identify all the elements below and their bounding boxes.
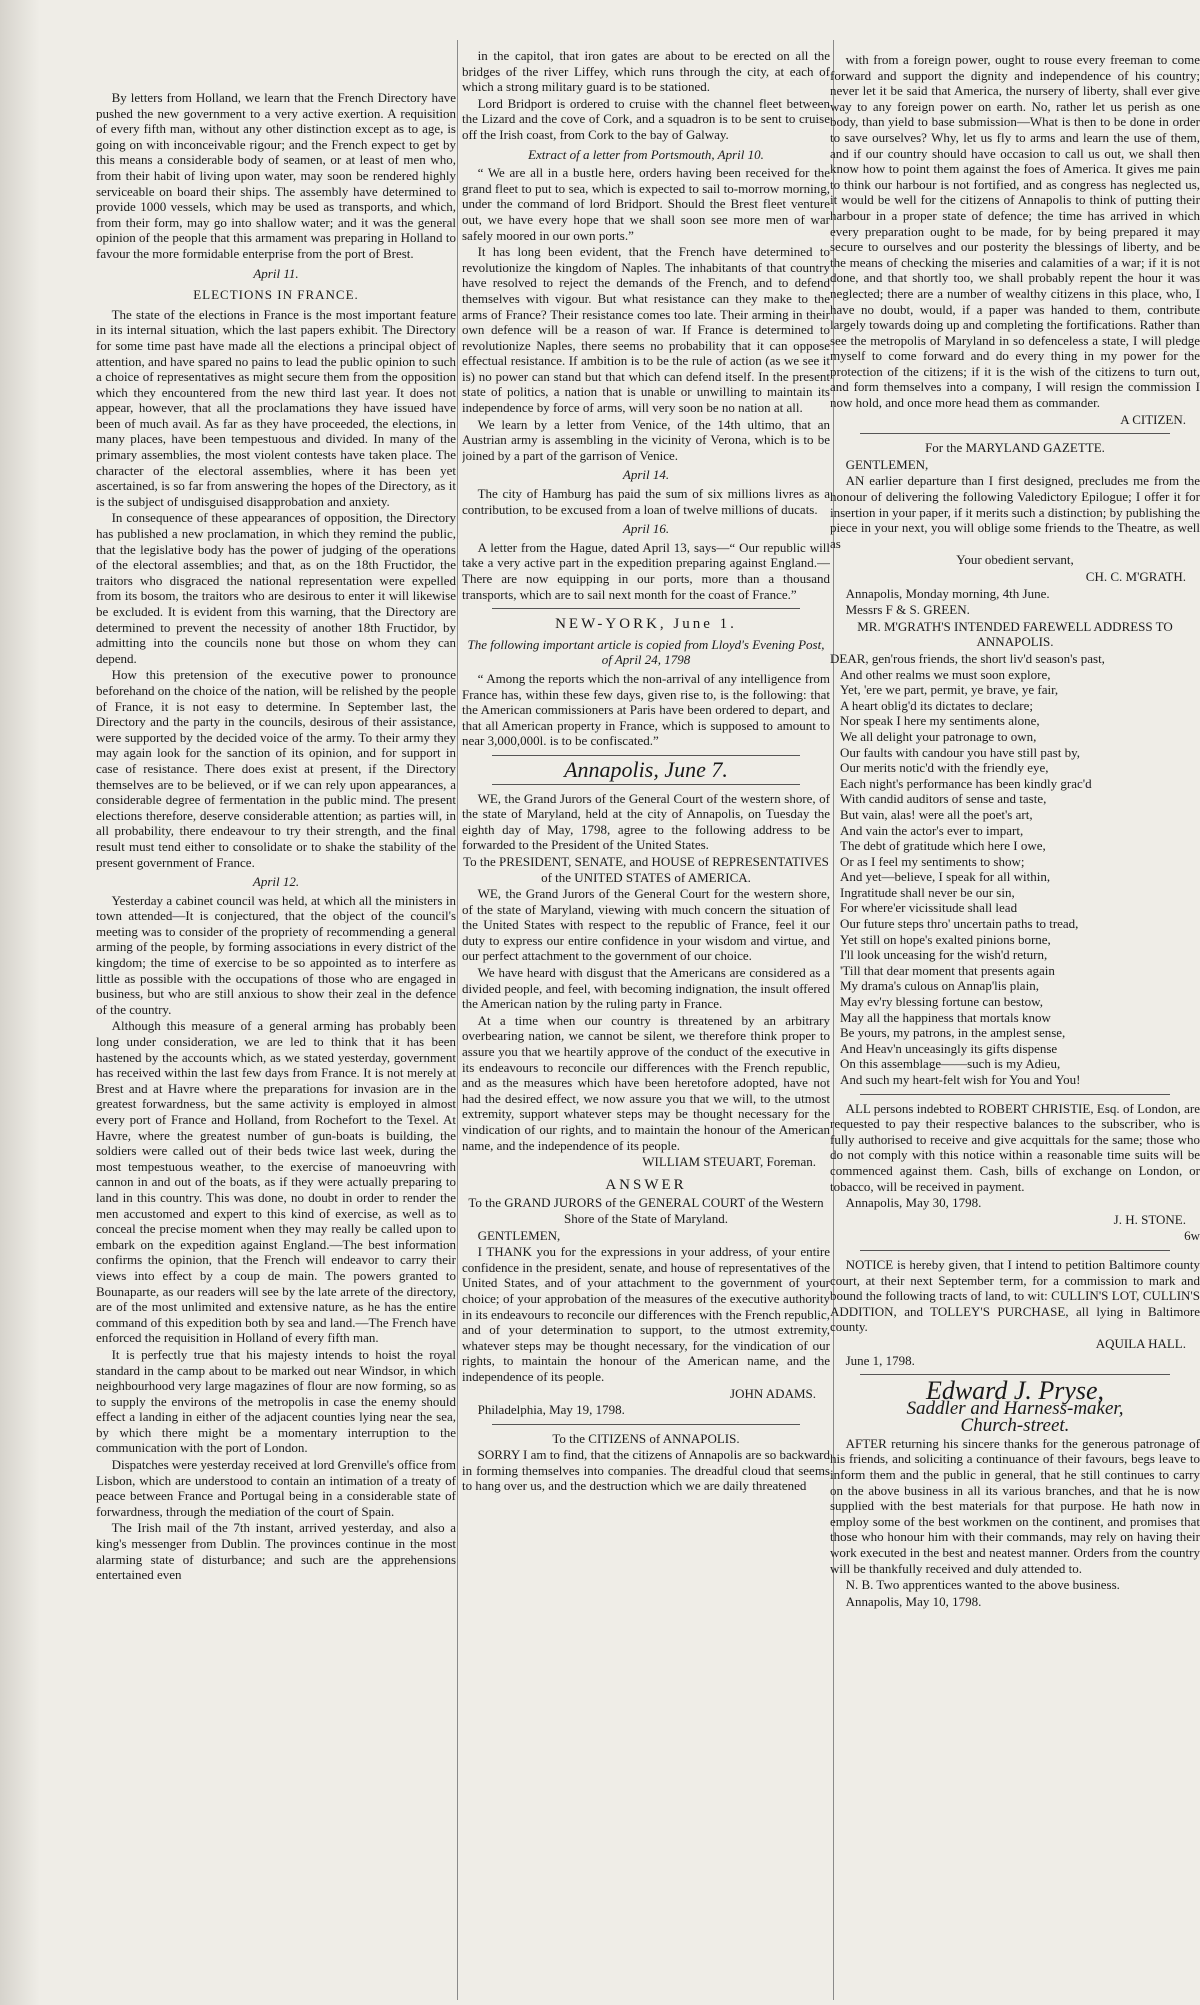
poem-line: Ingratitude shall never be our sin, (840, 884, 1015, 900)
poem-line: The debt of gratitude which here I owe, (840, 838, 1046, 854)
poem-line: Our faults with candour you have still past by, (840, 744, 1080, 760)
poem-line: We all delight your patronage to own, (840, 728, 1037, 744)
place-date: Philadelphia, May 19, 1798. (477, 1402, 625, 1418)
poem-line: And such my heart-felt wish for You and You! (840, 1072, 1081, 1087)
article-paragraph: Dispatches were yesterday received at lord Grenville's office from Lisbon, which are understood to contain an intimation of a treaty of peace between France and Portugal being in a considerable state of forwardness, through the mediation of the court of Spain. (96, 1457, 456, 1519)
poem-line: Yet still on hope's exalted pinions borne, (840, 931, 1051, 947)
signature: CH. C. M'GRATH. (1085, 569, 1186, 584)
pryse-title: Edward J. Pryse, (925, 1376, 1105, 1406)
advertisement-signature: J. H. STONE. (1113, 1211, 1186, 1227)
advertisement-mark: 6w (1184, 1228, 1200, 1244)
advertisement-pryse: AFTER returning his sincere thanks for the generous patronage of his friends, and soliciting a continuance of their favours, begs leave to inform them and the public in general, that he still continues to carry on the above business in all its various branches, and that he is now supplied with the best materials for that purpose. He hath now in employ some of the best workmen on the continent, and promises that those who honour him with their commands, may rely on having their work executed in the best and neatest manner. Orders from the country will be thankfully received and duly attended to. (830, 1435, 1200, 1576)
divider (860, 1094, 1170, 1095)
date-heading: April 14. (622, 467, 670, 483)
divider (492, 755, 800, 756)
article-paragraph: We have heard with disgust that the Americans are considered as a divided people, and feel, with becoming indignation, the insult offered the American nation by the ruling party in France. (462, 965, 830, 1012)
signature: JOHN ADAMS. (730, 1385, 816, 1401)
new-york-heading: NEW-YORK, June 1. (555, 616, 737, 633)
poem-line: Our future steps thro' uncertain paths to tread, (840, 916, 1079, 932)
article-paragraph: Lord Bridport is ordered to cruise with the channel fleet between the Lizard and the cove of Cork, and a squadron is to be sent to cruise off the Irish coast, from Cork to the bay of Galway. (462, 95, 830, 142)
article-paragraph: WE, the Grand Jurors of the General Court of the western shore, of the state of Maryland, held at the city of Annapolis, on Tuesday the eighth day of May, 1798, agree to the following address to be forwarded to the President of the United States. (462, 790, 830, 853)
date-heading: April 16. (622, 521, 670, 537)
article-paragraph: in the capitol, that iron gates are about to be erected on all the bridges of the river Liffey, which runs through the city, at each of which a strong military guard is to be stationed. (462, 48, 830, 95)
poem-line: 'Till that dear moment that presents again (840, 962, 1055, 978)
page-edge-shadow (0, 0, 40, 2005)
article-paragraph: The state of the elections in France is the most important feature in its internal situation, which the last papers exhibit. The Directory for some time past have made all the elections a principal object of attention, and have spared no pains to lead the public opinion to such a choice of representatives as might secure them from the opposition which they encountered from the new third last year. It does not appear, however, that all the proclamations they have issued have been of much avail. As far as they have proceeded, the elections, in many places, have been tempestuous and divided. In many of the primary assemblies, the most violent contests have taken place. The character of the electoral assemblies, where it has been yet ascertained, is so far from answering the hopes of the Directory, as it is the subject of undisguised disapprobation and anxiety. (96, 306, 456, 509)
advertisement-notice: NOTICE is hereby given, that I intend to petition Baltimore county court, at their next September term, for a commission to mark and bound the following tracts of land, to wit: CULLIN'S LOT, CULLIN'S ADDITION, and TOLLEY'S PURCHASE, all lying in Baltimore county. (830, 1256, 1200, 1335)
article-paragraph: A letter from the Hague, dated April 13, says—“ Our republic will take a very active part in the expedition preparing against England.—There are now equipping in our ports, more than a thousand transports, which are to sail next month for the coast of France.” (462, 539, 830, 602)
extract-heading: Extract of a letter from Portsmouth, April 10. (528, 146, 764, 162)
article-paragraph: I THANK you for the expressions in your address, of your entire confidence in the president, senate, and house of representatives of the United States, and of your attachment to the government of your choice; of your approbation of the measures of the executive authority in its endeavours to reconcile our differences with the French republic, and of your determination to support, to the utmost extremity, whatever steps may be thought necessary, for the vindication of our rights, to maintain the honour of the American name, and the independence of its people. (462, 1244, 830, 1384)
poem-line: But vain, alas! were all the poet's art, (840, 806, 1033, 822)
article-paragraph: How this pretension of the executive power to pronounce beforehand on the choice of the nation, will be relished by the people of France, it is not easy to determine. In September last, the Directory and the party in the councils, desirous of their assistance, were supported by the decided voice of the army. To their army they may again look for the sanction of its opinion, and for support in case of resistance. There does exist at present, if the Directory themselves are to be believed, or if we can rely upon appearances, a considerable degree of fermentation in the public mind. The present elections therefore, deserve considerable attention; as parties will, in all probability, there endeavour to try their strength, and the final result must tend either to consolidate or to shake the stability of the present government of France. (96, 667, 456, 870)
poem-line: My drama's culous on Annap'lis plain, (840, 978, 1039, 994)
new-york-subheading: The following important article is copied from Lloyd's Evening Post, of April 24, 1798 (467, 636, 825, 668)
poem-line: For where'er vicissitude shall lead (840, 900, 1018, 916)
poem-line: And Heav'n unceasingly its gifts dispense (840, 1040, 1058, 1056)
article-paragraph: We learn by a letter from Venice, of the 14th ultimo, that an Austrian army is assembling in the vicinity of Verona, which is to be joined by a part of the garrison of Venice. (462, 416, 830, 463)
salutation: GENTLEMEN, (477, 1227, 561, 1243)
poem-line: On this assemblage——such is my Adieu, (840, 1056, 1061, 1072)
closing: Your obedient servant, (956, 552, 1074, 568)
poem (830, 651, 1200, 1088)
date-heading: April 11. (253, 265, 299, 281)
article-paragraph: The Irish mail of the 7th instant, arrived yesterday, and also a king's messenger from Dublin. The provinces continue in the most alarming state of disturbance; and such are the apprehensions entertained even (96, 1520, 456, 1583)
poem-line: I'll look unceasing for the wish'd return, (840, 947, 1048, 963)
article-paragraph: with from a foreign power, ought to rouse every freeman to come forward and support the dignity and independence of his country; never let it be said that America, the nursery of liberty, shall ever give way to any foreign power on earth. No, rather let us perish as one body, than yield to base submission—What is then to be done in order to save ourselves? Why, let us fly to arms and learn the use of them, and if our country should have occasion to call us out, we shall then know how to point them against the foes of America. It gives me pain to think our harbour is not fortified, and as congress has neglected us, it would be well for the citizens of Annapolis to think of putting their harbour in a proper state of defence; the time has arrived in which every preparation ought to be made, for by being prepared it may secure to ourselves and our posterity the blessings of liberty, and be the means of checking the miseries and calamities of a war; if it is not done, and that shortly too, we shall probably repent the hour it was neglected; there are a number of wealthy citizens in this place, who, I have no doubt, would, if a paper was handed to them, contribute largely towards doing up and completing the fortifications. Rather than see the metropolis of Maryland in so defenceless a state, I will pledge myself to come forward and do every thing in my power for the protection of the citizens; if it is the wish of the citizens to turn out, and form themselves into a company, I will resign the commission I now hold, and once more head them as commander. (830, 52, 1200, 411)
column-2 (462, 0, 830, 2005)
poem-line: Each night's performance has been kindly grac'd (840, 775, 1092, 791)
article-paragraph: In consequence of these appearances of opposition, the Directory has published a new proclamation, in which they remind the public, that the legislative body has the power of judging of the operations of the electoral assemblies; and that, as on the 18th Fructidor, the traitors who disgraced the national representation were expelled from its bosom, the traitors who are desirous to enter it will likewise be excluded. It is evident from this warning, that the Directory are determined to prevent the necessity of another 18th Fructidor, by admitting into the councils none but those on whom they can depend. (96, 510, 456, 666)
poem-line: Be yours, my patrons, in the amplest sense, (840, 1025, 1066, 1041)
divider (860, 433, 1170, 434)
divider (492, 784, 800, 785)
divider (860, 1250, 1170, 1251)
divider (492, 608, 800, 609)
article-paragraph: Yesterday a cabinet council was held, at which all the ministers in town attended—It is conjectured, that the object of the council's meeting was to consider of the propriety of recommending a general arming of the people, by forming associations in every district of the kingdom; the time of exercise to be so appointed as to interfere as little as possible with the occupations of those who are engaged in business, but who are still anxious to show their zeal in the defence of the country. (96, 892, 456, 1017)
column-1 (96, 0, 456, 2005)
poem-line: And vain the actor's ever to impart, (840, 822, 1024, 838)
letter-heading: To the CITIZENS of ANNAPOLIS. (552, 1430, 740, 1446)
poem-line: Nor speak I here my sentiments alone, (840, 713, 1040, 729)
article-paragraph: AN earlier departure than I first designed, precludes me from the honour of delivering the following Valedictory Epilogue; I offer it for insertion in your paper, if it merits such a distinction; by publishing the piece in your next, you will oblige some friends to the Theatre, as well as (830, 473, 1200, 551)
poem-line: And other realms we must soon explore, (840, 666, 1051, 682)
article-paragraph: WE, the Grand Jurors of the General Court for the western shore, of the state of Maryland, viewing with much concern the situation of the United States with respect to the republic of France, feel it our duty to express our entire confidence in your wisdom and virtue, and our perfect attachment to the government of our choice. (462, 886, 830, 964)
signature: WILLIAM STEUART, Foreman. (642, 1154, 816, 1170)
article-paragraph: SORRY I am to find, that the citizens of Annapolis are so backward in forming themselves into companies. The dreadful cloud that seems to hang over us, and the destruction which we are daily threatened (462, 1447, 830, 1494)
column-3 (830, 0, 1200, 2005)
poem-line: A heart oblig'd its dictates to declare; (840, 697, 1033, 713)
place-date: Annapolis, Monday morning, 4th June. (845, 585, 1050, 601)
advertisement-christie: ALL persons indebted to ROBERT CHRISTIE, Esq. of London, are requested to pay their respective balances to the subscriber, who is fully authorised to receive and give acquittals for the same; those who do not comply with this notice within a reasonable time suits will be commenced against them. Cash, bills of exchange on London, or tobacco, will be received in payment. (830, 1100, 1200, 1194)
addressee: Messrs F & S. GREEN. (845, 602, 970, 618)
divider (492, 1424, 800, 1425)
article-paragraph: It is perfectly true that his majesty intends to hoist the royal standard in the camp about to be marked out near Windsor, in which neighbourhood very large magazines of flour are now forming, so as to supply the environs of the metropolis in case the enemy should effect a landing in either of the adjacent counties lying near the sea, by which there might be a momentary interruption to the communication with the port of London. (96, 1346, 456, 1456)
poem-line: And yet—believe, I speak for all within, (840, 869, 1051, 885)
divider (860, 1374, 1170, 1375)
advertisement-date: Annapolis, May 30, 1798. (845, 1195, 982, 1211)
section-heading: ELECTIONS IN FRANCE. (193, 287, 359, 303)
address-heading: To the PRESIDENT, SENATE, and HOUSE of REPRESENTATIVES of the UNITED STATES of AMERICA. (463, 853, 829, 885)
article-paragraph: At a time when our country is threatened by an arbitrary overbearing nation, we cannot be silent, we therefore think proper to assure you that we heartily approve of the conduct of the executive in its endeavours to reconcile our differences with the French republic, and as the measures which have been heretofore adopted, have not had the desired effect, we now assure you that we will, to the utmost extremity, support whatever steps may be thought necessary for the vindication of our rights, and to maintain the honour of the American name, and the independence of its people. (462, 1012, 830, 1153)
article-paragraph: Although this measure of a general arming has probably been long under consideration, we are led to think that it has been hastened by the accounts which, as we stated yesterday, government has received within the last few days from France. It is not merely at Brest and at Havre where the preparations for invasion are in the greatest forwardness, but the same activity is employed in almost every port of France and Holland, from Rochefort to the Texel. At Havre, where the greatest number of gun-boats is building, the soldiers were called out of their beds twice last week, during the most tempestuous weather, to the exercise of manoeuvring with cannon in and out of the boats, as if they were actually preparing to land in this country. This was done, no doubt in order to render the men accustomed and expert to this kind of exercise, as well as to conceal the precise moment when they may really be called upon to embark on the expedition against England.—The best information confirms the opinion, that the French will endeavor to carry their views into effect by a coup de main. The powers granted to Bounaparte, as our readers will see by the late arrete of the directory, are of the most unlimited and extensive nature, as he has the entire command of this expedition both by sea and land.—The French have enforced the requisition in Holland of every fifth man. (96, 1018, 456, 1346)
advertisement-date: June 1, 1798. (845, 1352, 915, 1368)
date-heading: April 12. (252, 874, 300, 890)
answer-address: To the GRAND JURORS of the GENERAL COURT of the Western Shore of the State of Maryland. (468, 1195, 824, 1226)
advertisement-signature: AQUILA HALL. (1095, 1335, 1186, 1351)
pryse-address: Church-street. (960, 1415, 1070, 1437)
signature: A CITIZEN. (1120, 411, 1186, 427)
column-rule (457, 40, 458, 2000)
poem-line: With candid auditors of sense and taste, (840, 791, 1047, 807)
poem-line: DEAR, gen'rous friends, the short liv'd season's past, (830, 650, 1105, 666)
poem-line: May ev'ry blessing fortune can bestow, (840, 994, 1043, 1010)
poem-title: MR. M'GRATH'S INTENDED FAREWELL ADDRESS TO ANNAPOLIS. (857, 618, 1173, 650)
section-heading: For the MARYLAND GAZETTE. (925, 440, 1105, 456)
advertisement-nb: N. B. Two apprentices wanted to the above business. (845, 1577, 1120, 1593)
poem-line: Yet, 'ere we part, permit, ye brave, ye fair, (840, 682, 1059, 698)
poem-line: Or as I feel my sentiments to show; (840, 853, 1025, 869)
advertisement-date: Annapolis, May 10, 1798. (845, 1593, 982, 1609)
article-paragraph: The city of Hamburg has paid the sum of six millions livres as a contribution, to be excused from a loan of twelve millions of ducats. (462, 486, 830, 517)
article-paragraph: “ Among the reports which the non-arrival of any intelligence from France has, within these few days, given rise to, is the following: that the American commissioners at Paris have been ordered to depart, and that all American property in France, which is supposed to amount to near 3,000,000l. is to be confiscated.” (462, 670, 830, 749)
salutation: GENTLEMEN, (845, 456, 929, 472)
poem-line: Our merits notic'd with the friendly eye, (840, 760, 1049, 776)
article-paragraph: It has long been evident, that the French have determined to revolutionize the kingdom of Naples. The inhabitants of that country have resolved to reject the demands of the French, and to defend themselves with vigour. But what resistance can they make to the arms of France? Their resistance comes too late. Their arming in their own defence will be a reason of war. If France is determined to revolutionize Naples, there seems no probability that it can oppose effectual resistance. If ambition is to be the rule of action (as we see it is) no power can stand but that which can defend itself. In the present state of politics, a nation that is unable or unwilling to maintain its independence by force of arms, will very soon be no nation at all. (462, 244, 830, 416)
pryse-subtitle: Saddler and Harness-maker, (906, 1397, 1124, 1419)
article-paragraph: By letters from Holland, we learn that the French Directory have pushed the new government to a very active exertion. A requisition of every fifth man, without any other distinction except as to age, is going on with inconceivable rigour; and the French expect to get by this means a considerable body of seamen, or at least of men who, from their habit of living upon water, may soon be rendered highly serviceable on board their ships. The assembly have determined to provide 1000 vessels, which may be used as transports, and which, from their form, may go into shallow water; and it was the general opinion of the people that this armament was preparing in Holland to favour the more formidable enterprise from the port of Brest. (96, 90, 456, 261)
answer-heading: ANSWER (605, 1176, 687, 1193)
article-paragraph: “ We are all in a bustle here, orders having been received for the grand fleet to put to sea, which is expected to sail to-morrow morning, under the command of lord Bridport. Should the Brest fleet venture out, we have every hope that we shall soon see more men of war safely moored in our own ports.” (462, 165, 830, 243)
annapolis-dateline: Annapolis, June 7. (564, 756, 728, 782)
poem-line: May all the happiness that mortals know (840, 1009, 1051, 1025)
